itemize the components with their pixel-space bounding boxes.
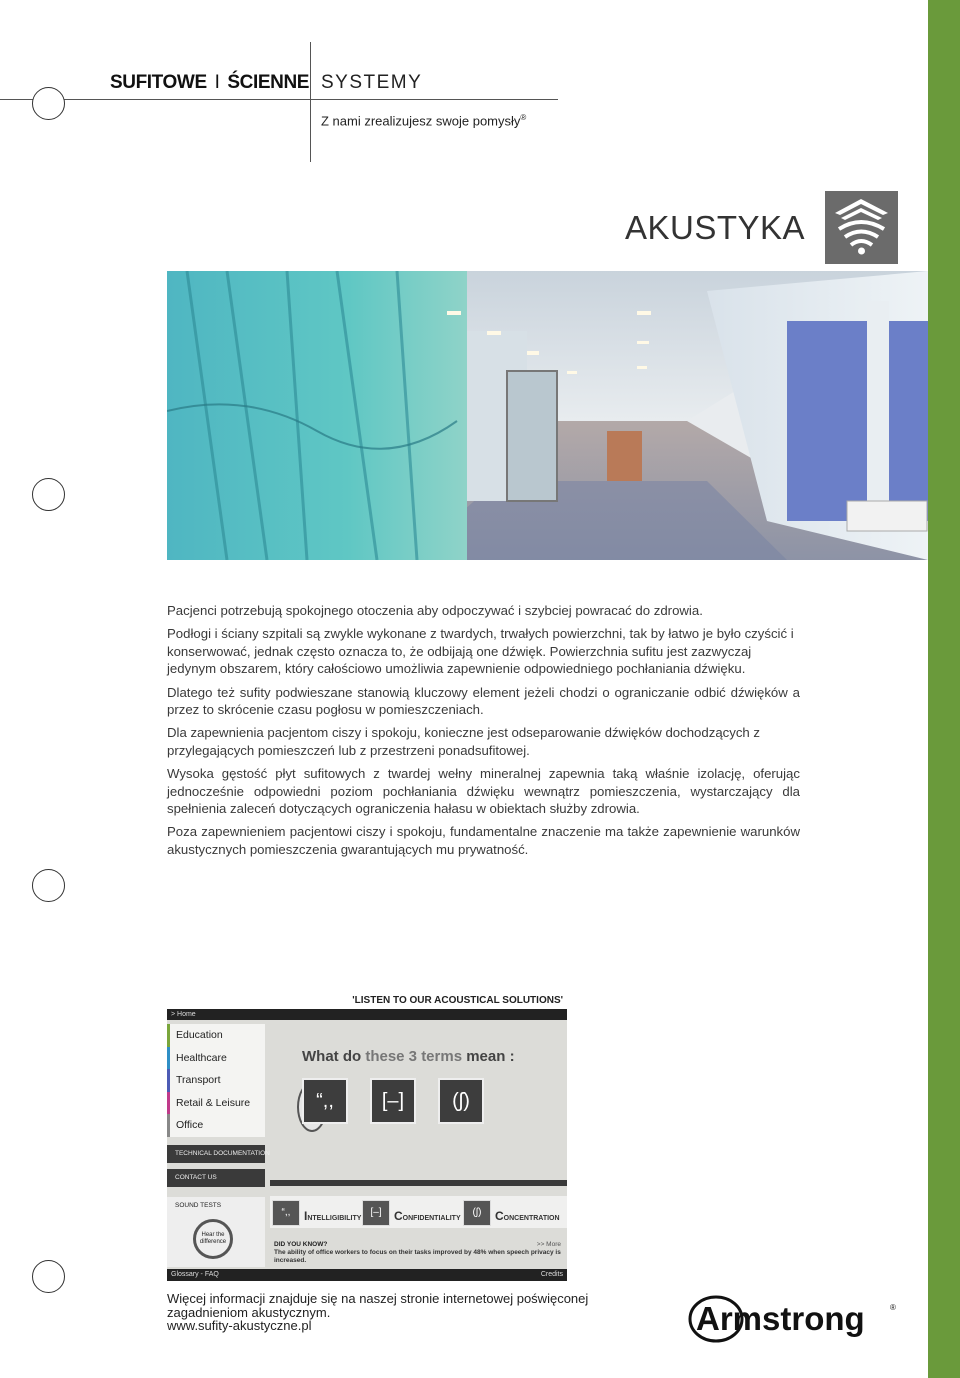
menu-item-office[interactable]: Office — [167, 1114, 265, 1137]
menu-item-retail[interactable]: Retail & Leisure — [167, 1092, 265, 1115]
website-breadcrumb: > Home — [167, 1009, 567, 1020]
ear-icon: (ʃ) — [463, 1200, 491, 1226]
binder-hole — [32, 87, 65, 120]
question-part-b: these 3 terms — [365, 1048, 463, 1065]
question-title — [302, 1048, 515, 1065]
sound-tests-panel — [167, 1197, 265, 1267]
binder-hole — [32, 1260, 65, 1293]
glossary-link[interactable]: Glossary - FAQ — [171, 1271, 219, 1278]
did-you-know-box — [270, 1238, 567, 1268]
question-part-c: mean : — [462, 1048, 515, 1065]
did-you-know-title: DID YOU KNOW? — [274, 1241, 328, 1248]
binder-hole — [32, 478, 65, 511]
armstrong-logo — [688, 1294, 898, 1344]
website-banner: 'LISTEN TO OUR ACOUSTICAL SOLUTIONS' — [167, 992, 567, 1009]
terms-strip — [270, 1196, 567, 1228]
header-divider — [0, 99, 558, 100]
sound-tests-label: SOUND TESTS — [175, 1202, 222, 1209]
logo-text: Armstrong — [696, 1300, 865, 1337]
website-menu — [167, 1024, 265, 1137]
brand-separator: I — [214, 72, 220, 93]
logo-registered-mark: ® — [890, 1303, 896, 1312]
paragraph: Podłogi i ściany szpitali są zwykle wykonane z twardych, trwałych powierzchni, tak by łatwo je było czyścić i konserwować, jednak często oznacza to, że odbijają one dźwięk. Powierzchnia sufitu jest zazwyczaj jedynym obszarem, który całościowo umożliwia zapewnienie odpowiedniego pochłaniania dźwięku. — [167, 626, 794, 677]
quote-icon: “,, — [272, 1200, 300, 1226]
acoustic-ceiling-icon — [825, 191, 898, 264]
hear-label: Hear the difference — [199, 1232, 227, 1245]
paragraph: Wysoka gęstość płyt sufitowych z twardej wełny mineralnej zapewnia taką właśnie izolację, oferując jednocześnie odpowiedni poziom pochłaniania dźwięku wewnątrz pomieszczenia, wystarczający dla spełnienia zaleceń dotyczących ograniczenia hałasu w obiektach służby zdrowia. — [167, 766, 800, 817]
tagline — [321, 113, 526, 128]
brand-left: SUFITOWE — [110, 72, 207, 93]
quote-icon[interactable]: “,, — [302, 1078, 348, 1124]
registered-mark: ® — [520, 113, 527, 122]
binder-hole — [32, 869, 65, 902]
menu-item-transport[interactable]: Transport — [167, 1069, 265, 1092]
contact-link[interactable]: CONTACT US — [167, 1169, 265, 1187]
section-title: AKUSTYKA — [625, 209, 806, 246]
menu-item-healthcare[interactable]: Healthcare — [167, 1047, 265, 1070]
technical-documentation-link[interactable]: TECHNICAL DOCUMENTATION — [167, 1145, 265, 1163]
term-concentration[interactable]: CONCENTRATION — [495, 1209, 560, 1223]
lips-icon: [–] — [362, 1200, 390, 1226]
term-confidentiality[interactable]: CONFIDENTIALITY — [394, 1209, 461, 1223]
brand-title — [110, 72, 309, 94]
video-progress-bar[interactable] — [270, 1180, 567, 1186]
paragraph: Poza zapewnieniem pacjentowi ciszy i spokoju, fundamentalne znaczenie ma także zapewnienie warunków akustycznych pomieszczenia gwarantujących mu prywatność. — [167, 824, 800, 857]
footer-line: Więcej informacji znajduje się na naszej stronie internetowej poświęconej — [167, 1291, 589, 1306]
systems-label: SYSTEMY — [321, 72, 423, 93]
website-url[interactable]: www.sufity-akustyczne.pl — [167, 1318, 312, 1333]
menu-item-education[interactable]: Education — [167, 1024, 265, 1047]
website-screenshot — [167, 992, 567, 1281]
header-vertical-divider — [310, 42, 311, 162]
paragraph: Pacjenci potrzebują spokojnego otoczenia aby odpoczywać i szybciej powracać do zdrowia. — [167, 603, 703, 618]
paragraph: Dlatego też sufity podwieszane stanowią kluczowy element jeżeli chodzi o ograniczanie odbić dźwięków a przez to skrócenie czasu pogłosu w pomieszczeniach. — [167, 684, 800, 718]
ear-icon[interactable]: (ʃ) — [438, 1078, 484, 1124]
brand-right: ŚCIENNE — [227, 72, 310, 93]
did-you-know-text: The ability of office workers to focus on their tasks improved by 48% when speech privacy is increased. — [274, 1249, 561, 1264]
footer-line: zagadnieniom akustycznym. — [167, 1304, 331, 1320]
footer-info — [167, 1292, 637, 1333]
green-side-bar — [928, 0, 960, 1378]
website-footer — [167, 1269, 567, 1281]
headphones-icon[interactable] — [193, 1219, 233, 1259]
body-text — [167, 602, 800, 864]
tagline-text: Z nami zrealizujesz swoje pomysły — [321, 113, 521, 129]
term-intelligibility[interactable]: INTELLIGIBILITY — [304, 1209, 362, 1223]
hospital-corridor-photo — [167, 271, 928, 560]
lips-icon[interactable]: [–] — [370, 1078, 416, 1124]
paragraph: Dla zapewnienia pacjentom ciszy i spokoju, konieczne jest odseparowanie dźwięków dochodzących z przylegających pomieszczeń lub z przestrzeni ponadsufitowej. — [167, 725, 761, 758]
more-link[interactable]: >> More — [536, 1241, 561, 1248]
credits-link[interactable]: Credits — [540, 1271, 563, 1278]
question-part-a: What do — [302, 1048, 366, 1065]
